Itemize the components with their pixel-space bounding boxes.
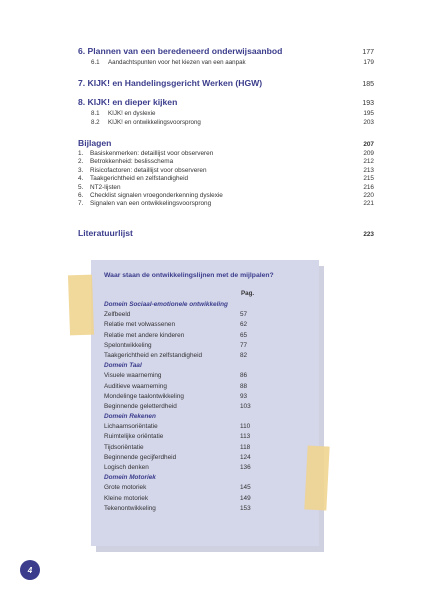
domain-heading: Domein Motoriek [104,474,156,482]
literatuur-page: 223 [363,231,374,238]
bijlagen-page: 207 [363,141,374,148]
box-title: Waar staan de ontwikkelingslijnen met de mijlpalen? [104,272,274,279]
list-item [104,444,264,454]
chapter-page: 193 [362,100,374,107]
list-item [78,167,374,175]
list-item [104,311,264,321]
item-page: 82 [240,351,248,359]
list-item [104,321,264,331]
bijlagen-title: Bijlagen [78,138,112,148]
item-page: 136 [240,464,251,471]
item-page: 212 [363,158,374,166]
item-label: NT2-lijsten [90,183,121,191]
item-label: Beginnende geletterdheid [104,402,177,410]
item-number: 1. [78,150,84,157]
item-page: 153 [240,504,251,512]
tape-strip [68,275,94,336]
item-page: 220 [363,191,374,199]
list-item [104,495,264,505]
item-page: 77 [240,341,248,349]
chapter-title: 8. KIJK! en dieper kijken [78,97,178,107]
item-label: Grote motoriek [104,484,147,492]
item-label: Taakgerichtheid en zelfstandigheid [90,175,189,183]
item-page: 86 [240,372,248,380]
item-label: Beginnende gecijferdheid [104,453,177,461]
item-label: Tekenontwikkeling [104,504,156,512]
toc-bijlagen [78,138,374,209]
item-label: Lichaamsoriëntatie [104,423,158,431]
list-item [104,332,264,342]
box-page-header: Pag. [241,290,255,297]
item-page: 124 [240,453,251,461]
section-page: 195 [363,110,374,117]
item-page: 110 [240,423,251,431]
item-label: Logisch denken [104,464,149,471]
item-label: Basiskenmerken: detaillijst voor observeren [90,150,214,157]
section-number: 8.2 [91,119,100,126]
item-label: Ruimtelijke oriëntatie [104,433,164,441]
milestones-list [104,301,264,515]
item-page: 103 [240,402,251,410]
toc-chapter-7 [78,78,374,91]
item-label: Zelfbeeld [104,311,131,319]
item-page: 118 [240,443,251,451]
item-page: 62 [240,321,248,329]
chapter-page: 185 [362,81,374,88]
item-page: 145 [240,484,251,492]
item-page: 57 [240,311,248,319]
list-item [78,184,374,192]
item-page: 221 [363,200,374,208]
section-title: Aandachtspunten voor het kiezen van een aanpak [108,59,246,66]
chapter-title: 6. Plannen van een beredeneerd onderwijsaanbod [78,46,283,56]
list-item [104,484,264,494]
list-item [78,150,374,158]
chapter-page: 177 [362,49,374,56]
item-label: Tijdsoriëntatie [104,443,144,451]
list-item [104,342,264,352]
list-item [78,158,374,166]
item-label: Risicofactoren: detaillijst voor observeren [90,166,207,174]
item-page: 213 [363,166,374,174]
item-number: 5. [78,183,84,191]
item-label: Mondelinge taalontwikkeling [104,392,184,400]
section-page: 179 [363,59,374,66]
list-item [104,393,264,403]
item-page: 65 [240,331,248,339]
list-item [104,372,264,382]
page-number: 4 [27,565,33,575]
list-item [78,200,374,208]
item-label: Betrokkenheid: beslisschema [90,158,174,166]
list-item [104,403,264,413]
item-label: Checklist signalen vroegonderkenning dyslexie [90,191,223,199]
item-page: 113 [240,433,251,441]
item-number: 4. [78,175,84,183]
item-number: 6. [78,191,84,199]
item-label: Kleine motoriek [104,494,149,502]
literatuur-title: Literatuurlijst [78,228,133,238]
page-number-badge [20,560,40,580]
item-page: 209 [363,150,374,157]
list-item [78,175,374,183]
item-page: 93 [240,392,248,400]
item-page: 149 [240,494,251,502]
item-label: Taakgerichtheid en zelfstandigheid [104,351,203,359]
toc-chapter-8 [78,97,374,128]
section-number: 6.1 [91,59,100,66]
item-label: Signalen van een ontwikkelingsvoorsprong [90,200,212,208]
section-title: KIJK! en ontwikkelingsvoorsprong [108,119,201,126]
toc-literatuur [78,228,374,240]
item-label: Auditieve waarneming [104,382,167,390]
item-page: 216 [363,183,374,191]
list-item [78,192,374,200]
item-label: Relatie met volwassenen [104,321,176,329]
item-page: 215 [363,175,374,183]
item-label: Relatie met andere kinderen [104,331,185,339]
item-number: 3. [78,166,84,174]
item-label: Visuele waarneming [104,372,162,380]
toc-chapter-6 [78,46,374,68]
domain-heading: Domein Taal [104,362,142,370]
item-number: 2. [78,158,84,166]
section-page: 203 [363,119,374,126]
list-item [104,433,264,443]
list-item [104,505,264,515]
list-item [104,464,264,474]
section-number: 8.1 [91,110,100,117]
section-title: KIJK! en dyslexie [108,110,156,117]
item-label: Spelontwikkeling [104,341,152,349]
domain-heading: Domein Sociaal-emotionele ontwikkeling [104,301,228,308]
item-page: 88 [240,382,248,390]
list-item [104,352,264,362]
item-number: 7. [78,200,84,208]
list-item [104,454,264,464]
tape-strip [304,445,329,510]
list-item [104,383,264,393]
domain-heading: Domein Rekenen [104,413,156,421]
chapter-title: 7. KIJK! en Handelingsgericht Werken (HGW) [78,78,263,88]
list-item [104,423,264,433]
